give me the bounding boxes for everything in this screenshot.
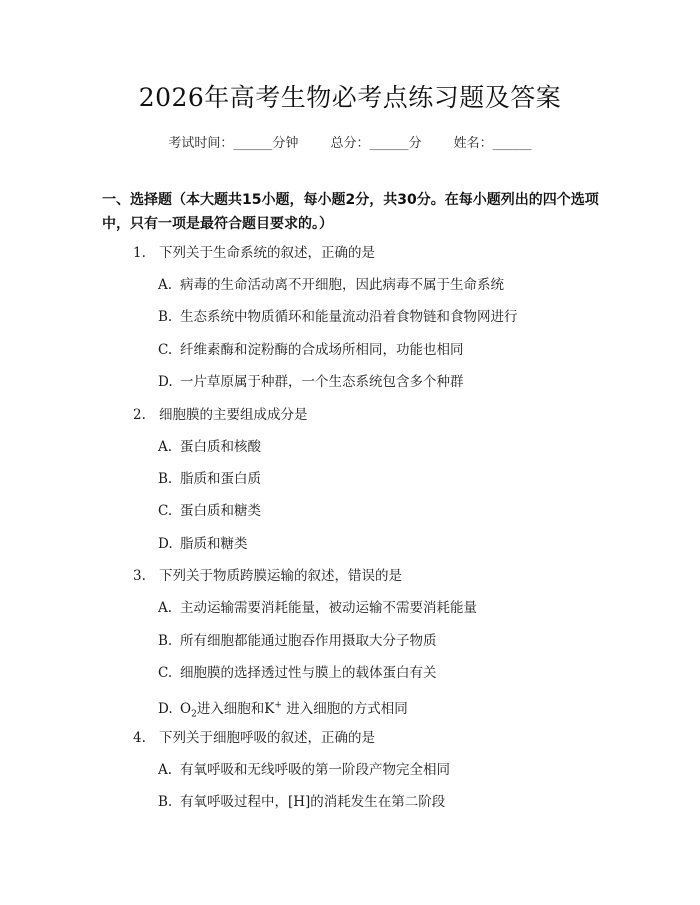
option-text-tail: 进入细胞的方式相同	[281, 700, 408, 717]
oxygen-formula: O	[180, 700, 192, 717]
question-stem	[0, 240, 700, 272]
option-letter: B.	[158, 309, 173, 326]
exam-time-label: 考试时间：	[168, 136, 234, 151]
option-c	[0, 337, 700, 369]
question-1	[0, 240, 700, 402]
question-number: 2.	[133, 406, 146, 423]
option-text: 脂质和蛋白质	[180, 470, 261, 487]
option-b	[0, 628, 700, 660]
option-a	[0, 434, 700, 466]
option-text: 细胞膜的选择透过性与膜上的载体蛋白有关	[180, 664, 437, 681]
student-name-blank: ______	[492, 136, 532, 151]
question-stem	[0, 563, 700, 595]
option-b	[0, 304, 700, 336]
option-letter: D.	[158, 535, 173, 552]
option-a	[0, 595, 700, 627]
potassium-superscript: +	[274, 700, 282, 711]
exam-time-unit: 分钟	[272, 136, 299, 151]
option-text: 纤维素酶和淀粉酶的合成场所相同，功能也相同	[180, 341, 464, 358]
option-c	[0, 660, 700, 692]
question-number: 1.	[133, 245, 146, 261]
option-letter: A.	[158, 438, 173, 455]
option-text: 脂质和糖类	[180, 535, 248, 552]
oxygen-subscript: 2	[191, 709, 197, 720]
question-2	[0, 402, 700, 564]
option-text: 有氧呼吸过程中，[H]的消耗发生在第二阶段	[180, 794, 446, 811]
option-text	[180, 700, 408, 720]
option-letter: A.	[158, 277, 173, 293]
option-letter: A.	[158, 761, 173, 778]
option-a	[0, 272, 700, 304]
option-letter: B.	[158, 794, 173, 811]
exam-time-blank: ______	[233, 136, 273, 151]
option-letter: C.	[158, 503, 173, 520]
section-heading: 一、选择题（本大题共15小题，每小题2分，共30分。在每小题列出的四个选项中，只有一项是最符合题目要求的。）	[102, 192, 599, 232]
option-text: 蛋白质和糖类	[180, 503, 261, 520]
total-score-unit: 分	[408, 136, 422, 151]
total-score-label: 总分：	[330, 136, 370, 151]
option-a	[0, 757, 700, 789]
option-d	[0, 369, 700, 401]
option-letter: A.	[158, 600, 173, 617]
option-b	[0, 789, 700, 821]
question-text: 下列关于物质跨膜运输的叙述，错误的是	[159, 568, 402, 585]
option-text: 主动运输需要消耗能量，被动运输不需要消耗能量	[180, 600, 477, 617]
option-text: 蛋白质和核酸	[180, 438, 261, 455]
option-letter: C.	[158, 341, 173, 358]
question-3	[0, 563, 700, 725]
option-d	[0, 692, 700, 724]
option-text: 一片草原属于种群，一个生态系统包含多个种群	[180, 374, 464, 391]
option-text: 生态系统中物质循环和能量流动沿着食物链和食物网进行	[180, 309, 518, 326]
question-number: 3.	[133, 568, 146, 585]
page-title: 2026年高考生物必考点练习题及答案	[138, 83, 562, 112]
question-text: 细胞膜的主要组成成分是	[159, 406, 308, 423]
option-c	[0, 498, 700, 530]
question-stem	[0, 402, 700, 434]
exam-info-line	[0, 132, 700, 151]
question-stem	[0, 725, 700, 757]
option-letter: D.	[158, 374, 173, 391]
option-letter: C.	[158, 664, 173, 681]
total-score-field	[330, 132, 421, 151]
question-text: 下列关于生命系统的叙述，正确的是	[159, 245, 375, 261]
total-score-blank: ______	[369, 136, 409, 151]
question-number: 4.	[133, 729, 146, 746]
option-text: 有氧呼吸和无线呼吸的第一阶段产物完全相同	[180, 761, 450, 778]
question-text: 下列关于细胞呼吸的叙述，正确的是	[159, 729, 375, 746]
option-b	[0, 466, 700, 498]
option-letter: D.	[158, 700, 173, 717]
option-text: 所有细胞都能通过胞吞作用摄取大分子物质	[180, 632, 437, 649]
exam-time-field	[168, 132, 298, 151]
option-text: 病毒的生命活动离不开细胞，因此病毒不属于生命系统	[180, 277, 504, 293]
option-d	[0, 531, 700, 563]
question-list	[0, 240, 700, 821]
option-text-middle: 进入细胞和K	[196, 700, 275, 717]
student-name-label: 姓名：	[453, 136, 493, 151]
option-letter: B.	[158, 632, 173, 649]
student-name-field	[454, 132, 532, 151]
question-4	[0, 725, 700, 822]
option-letter: B.	[158, 470, 173, 487]
